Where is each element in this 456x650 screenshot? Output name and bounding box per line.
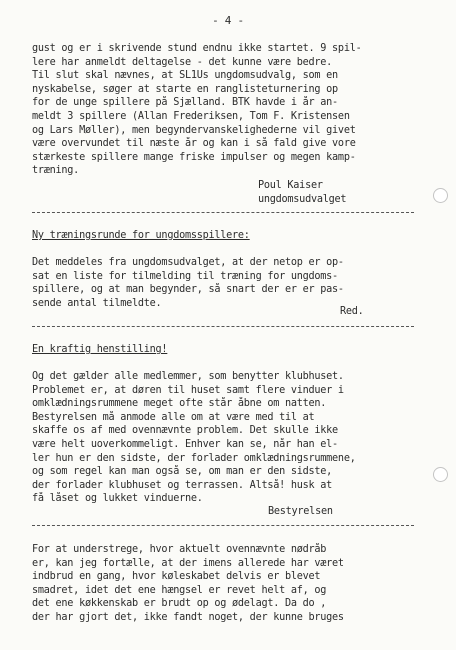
section-2-signature xyxy=(340,305,400,319)
text-line: gust og er i skrivende stund endnu ikke startet. 9 spil- xyxy=(32,43,362,54)
text-line: det ene køkkenskab er brudt op og ødelagt. Da do , xyxy=(32,598,327,610)
text-line: spillere, og at man begynder, så snart der er er pas- xyxy=(32,284,344,296)
signature-name: Bestyrelsen xyxy=(268,506,333,517)
section-2-heading: Ny træningsrunde for ungdomsspillere: xyxy=(32,230,250,241)
text-line: skaffe os af med ovennævnte problem. Det skulle ikke xyxy=(32,425,338,437)
text-line: ler hun er den sidste, der forlader omklædningsrummene, xyxy=(32,452,356,464)
signature-title: ungdomsudvalget xyxy=(258,193,347,205)
text-line: Problemet er, at døren til huset samt flere vinduer i xyxy=(32,384,344,396)
text-line: nyskabelse, søger at starte en ranglisteturnering op xyxy=(32,83,338,95)
text-line: Og det gælder alle medlemmer, som benytter klubhuset. xyxy=(32,371,344,382)
text-line: sat en liste for tilmelding til træning for ungdoms- xyxy=(32,270,338,282)
text-line: være overvundet til næste år og kan i så fald give vore xyxy=(32,138,356,150)
text-line: smadret, idet det ene hængsel er revet helt af, og xyxy=(32,584,327,596)
text-line: meldt 3 spillere (Allan Frederiksen, Tom F. Kristensen xyxy=(32,110,350,122)
text-line: og som regel kan man også se, om man er den sidste, xyxy=(32,466,333,478)
text-line: omklædningsrummene meget ofte står åbne om natten. xyxy=(32,398,327,410)
section-3-body xyxy=(32,370,422,506)
divider xyxy=(32,212,414,213)
section-2-body xyxy=(32,256,422,310)
text-line: Bestyrelsen må anmode alle om at være med til at xyxy=(32,411,315,423)
text-line: og Lars Møller), men begyndervanskelighederne vil givet xyxy=(32,124,356,136)
text-line: Det meddeles fra ungdomsudvalget, at der netop er op- xyxy=(32,257,344,268)
signature-name: Red. xyxy=(340,306,364,317)
divider xyxy=(32,326,414,327)
text-line: der har gjort det, ikke fandt noget, der kunne bruges xyxy=(32,611,344,623)
text-line: træning. xyxy=(32,165,80,177)
text-line: få låset og lukket vinduerne. xyxy=(32,493,203,505)
text-line: For at understrege, hvor aktuelt ovennævnte nødråb xyxy=(32,544,327,555)
section-3-heading: En kraftig henstilling! xyxy=(32,344,168,355)
punch-hole xyxy=(433,188,448,203)
text-line: lere har anmeldt deltagelse - det kunne være bedre. xyxy=(32,56,333,68)
text-line: der forlader klubhuset og terrassen. Altså! husk at xyxy=(32,479,333,491)
signature-name: Poul Kaiser xyxy=(258,180,323,191)
text-line: stærkeste spillere mange friske impulser og megen kamp- xyxy=(32,151,356,163)
punch-hole xyxy=(433,467,448,482)
section-1-body xyxy=(32,42,422,178)
text-line: Til slut skal nævnes, at SL1Us ungdomsudvalg, som en xyxy=(32,70,338,82)
page-number: - 4 - xyxy=(212,14,244,27)
text-line: for de unge spillere på Sjælland. BTK havde i år an- xyxy=(32,97,338,109)
text-line: er, kan jeg fortælle, at der imens allerede har været xyxy=(32,557,344,569)
text-line: indbrud en gang, hvor køleskabet delvis er blevet xyxy=(32,571,321,583)
section-3-signature xyxy=(268,505,388,519)
section-4-body xyxy=(32,543,422,625)
text-line: sende antal tilmeldte. xyxy=(32,297,162,309)
text-line: være helt uoverkommeligt. Enhver kan se, når han el- xyxy=(32,438,338,450)
section-1-signature xyxy=(258,179,428,206)
divider xyxy=(32,525,414,526)
